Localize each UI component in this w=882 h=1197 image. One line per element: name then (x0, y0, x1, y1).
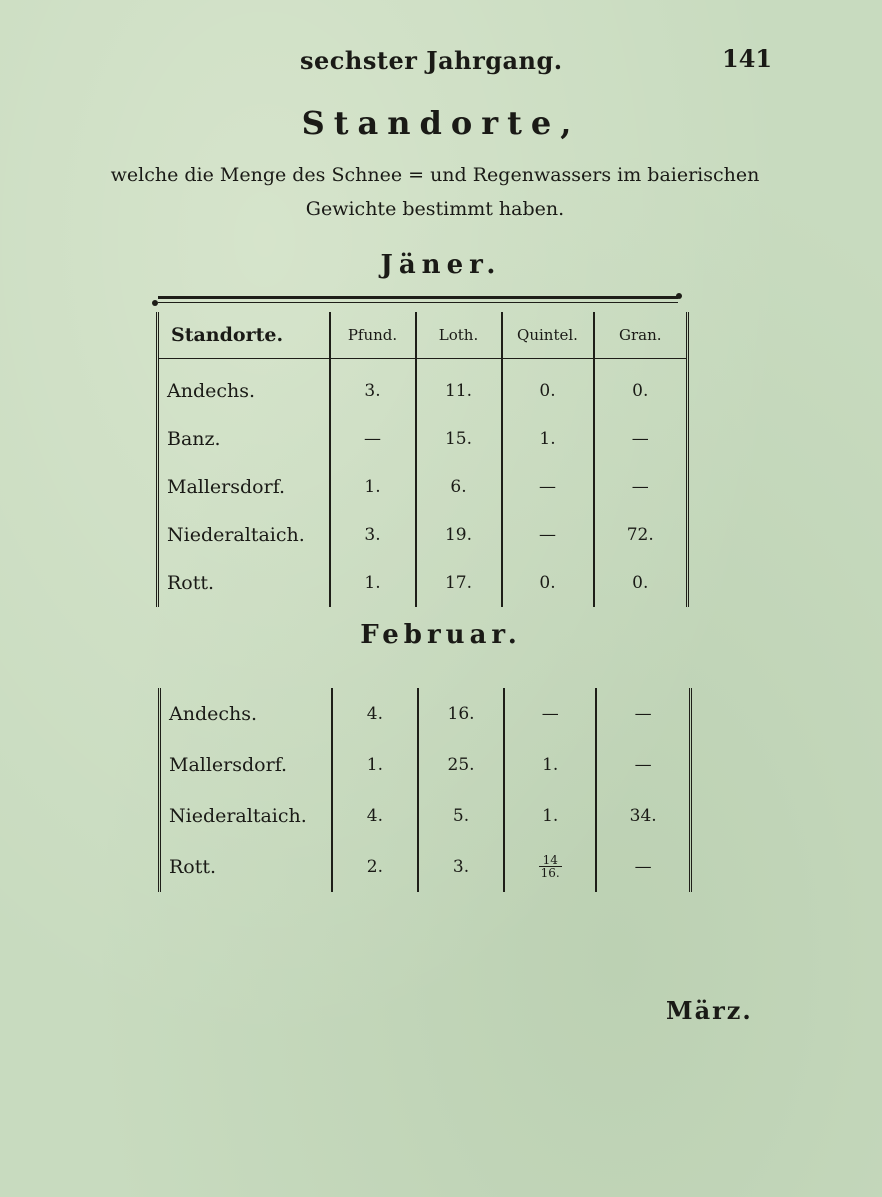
cell-gran: — (596, 739, 690, 790)
fraction (539, 854, 562, 879)
station-name: Rott. (158, 559, 330, 607)
column-header-loth: Loth. (416, 312, 502, 359)
running-head: sechster Jahrgang. (300, 46, 563, 75)
rule-ornament-right (676, 293, 682, 299)
column-header-gran: Gran. (594, 312, 688, 359)
page-number: 141 (722, 44, 773, 73)
cell-loth: 16. (418, 688, 504, 739)
cell-pfund: 4. (332, 790, 418, 841)
fraction-denominator: 16. (540, 866, 560, 880)
cell-quintel: 1. (504, 739, 596, 790)
table-row (158, 511, 688, 559)
fraction-numerator: 14 (539, 854, 562, 867)
table-row (158, 463, 688, 511)
table-row (160, 688, 691, 739)
table-row (160, 739, 691, 790)
subtitle (90, 158, 780, 226)
station-name: Mallersdorf. (158, 463, 330, 511)
cell-gran: 0. (594, 559, 688, 607)
cell-pfund: 3. (330, 359, 416, 416)
rule-ornament-left (152, 300, 158, 306)
station-name: Niederaltaich. (160, 790, 332, 841)
subtitle-line-2: Gewichte bestimmt haben. (305, 198, 565, 220)
cell-gran: — (596, 688, 690, 739)
table-row (158, 359, 688, 416)
page-title: Standorte, (301, 104, 581, 142)
cell-pfund: 2. (332, 841, 418, 892)
cell-loth: 15. (416, 415, 502, 463)
cell-gran: — (594, 415, 688, 463)
month-heading-february: Februar. (360, 620, 522, 650)
cell-quintel: 1. (504, 790, 596, 841)
cell-loth: 25. (418, 739, 504, 790)
cell-quintel: — (502, 511, 594, 559)
cell-loth: 17. (416, 559, 502, 607)
month-heading-january: Jäner. (380, 250, 502, 280)
cell-pfund: 4. (332, 688, 418, 739)
cell-pfund: 1. (330, 559, 416, 607)
table-row (158, 559, 688, 607)
cell-loth: 3. (418, 841, 504, 892)
table-top-rule-thin (158, 302, 678, 303)
column-header-pfund: Pfund. (330, 312, 416, 359)
cell-gran: 0. (594, 359, 688, 416)
station-name: Niederaltaich. (158, 511, 330, 559)
station-name: Andechs. (160, 688, 332, 739)
cell-gran: 34. (596, 790, 690, 841)
cell-gran: 72. (594, 511, 688, 559)
cell-gran: — (596, 841, 690, 892)
cell-quintel: — (502, 463, 594, 511)
cell-pfund: 3. (330, 511, 416, 559)
cell-pfund: 1. (330, 463, 416, 511)
catchword: März. (666, 996, 753, 1025)
february-table (158, 688, 692, 892)
cell-quintel: 1. (502, 415, 594, 463)
cell-quintel (504, 841, 596, 892)
column-header-quintel: Quintel. (502, 312, 594, 359)
cell-quintel: 0. (502, 559, 594, 607)
cell-loth: 6. (416, 463, 502, 511)
cell-quintel: — (504, 688, 596, 739)
table-top-rule (158, 296, 678, 299)
table-row (160, 790, 691, 841)
table-row (158, 415, 688, 463)
cell-pfund: — (330, 415, 416, 463)
january-table (156, 312, 689, 607)
cell-loth: 5. (418, 790, 504, 841)
table-row (160, 841, 691, 892)
cell-loth: 19. (416, 511, 502, 559)
station-name: Banz. (158, 415, 330, 463)
column-header-standorte: Standorte. (158, 312, 330, 359)
station-name: Andechs. (158, 359, 330, 416)
station-name: Rott. (160, 841, 332, 892)
subtitle-line-1: welche die Menge des Schnee = und Regenwassers im baierischen (110, 164, 760, 186)
cell-loth: 11. (416, 359, 502, 416)
table-header-row (158, 312, 688, 359)
cell-pfund: 1. (332, 739, 418, 790)
station-name: Mallersdorf. (160, 739, 332, 790)
cell-gran: — (594, 463, 688, 511)
cell-quintel: 0. (502, 359, 594, 416)
